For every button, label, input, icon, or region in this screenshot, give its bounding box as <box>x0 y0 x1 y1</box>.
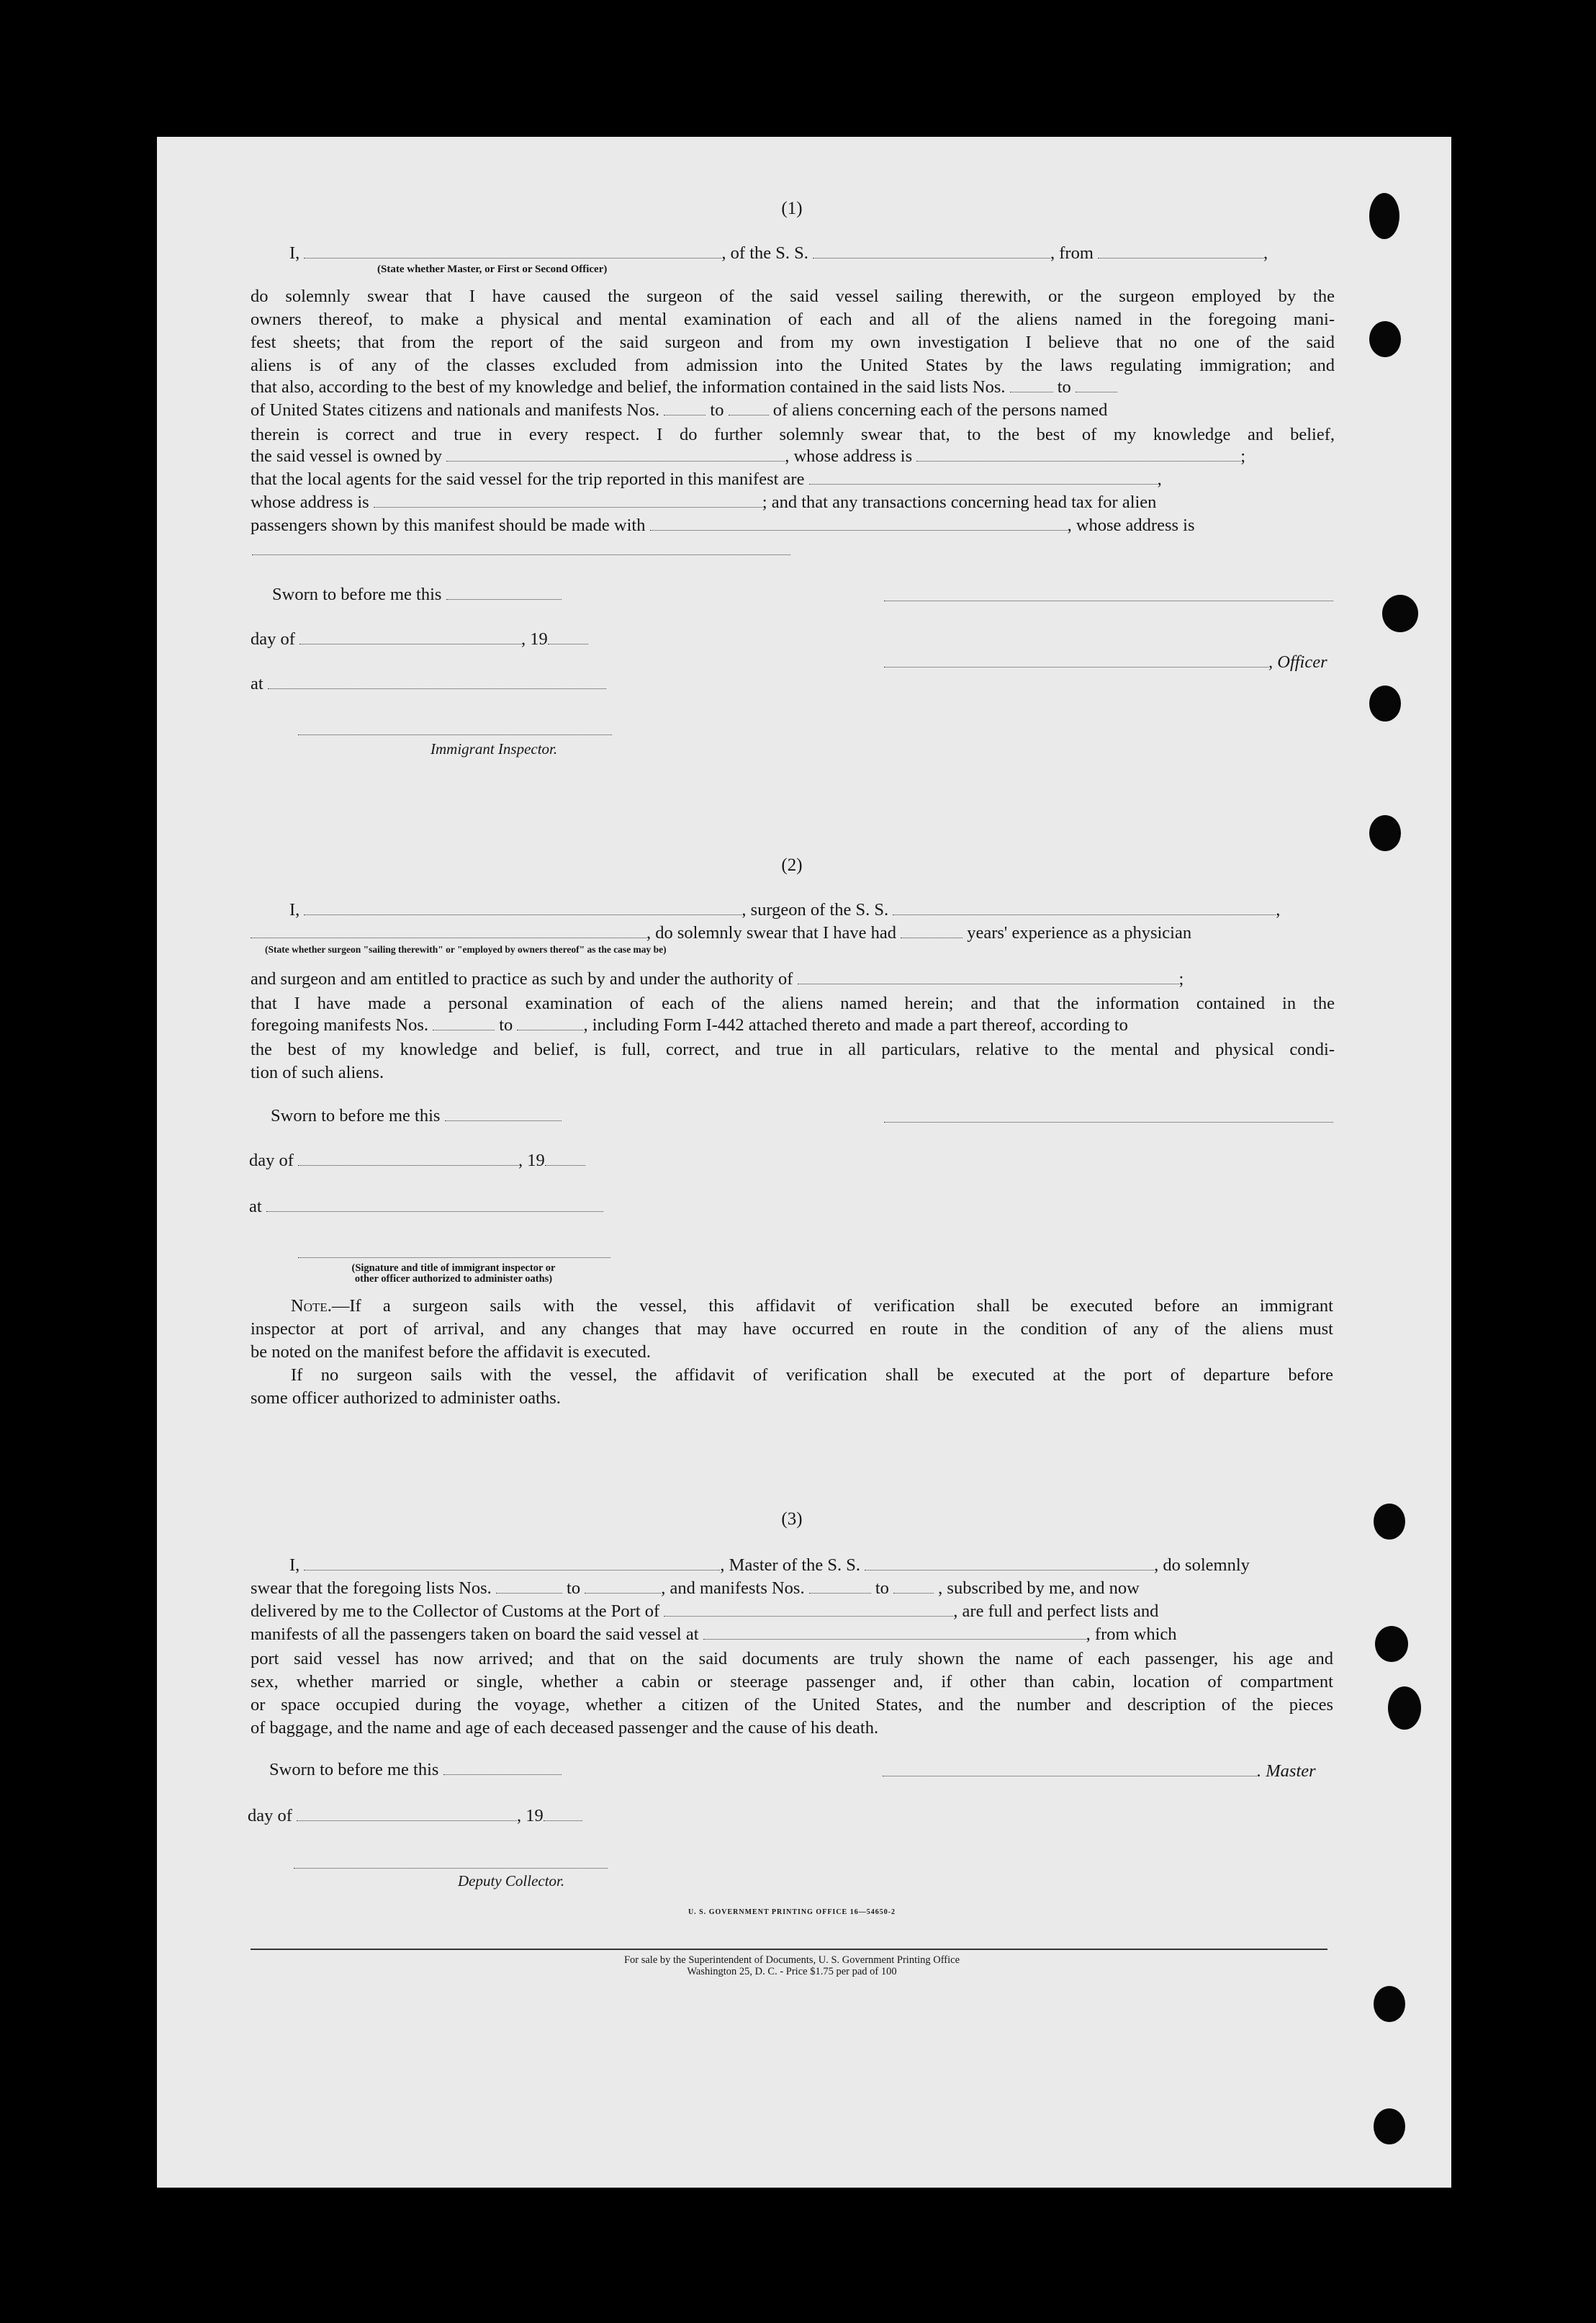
sworn-label: Sworn to before me this <box>271 1106 562 1126</box>
inspector-signature-field[interactable] <box>298 734 612 735</box>
list-to-field[interactable] <box>585 1583 661 1594</box>
day-label: day of , 19 <box>249 1151 585 1171</box>
signature-caption: Deputy Collector. <box>458 1872 565 1890</box>
lists-line: swear that the foregoing lists Nos. to , and manifests Nos. to , subscribed by me, and now <box>251 1578 1140 1598</box>
at-label: at <box>251 674 606 694</box>
collector-signature-field[interactable] <box>294 1868 608 1869</box>
at-label: at <box>249 1197 603 1217</box>
section-number: (2) <box>781 855 803 875</box>
manifest-to-field[interactable] <box>893 1583 934 1594</box>
master-declaration-text: port said vessel has now arrived; and that on the said documents are truly shown the name of each passenger, his age and sex, whether married or single, whether a cabin or steerage passenger and, if other than cabin, location of compartment or space occupied during the voyage, whether a citizen of the United States, and the number and description of the pieces of baggage, and the name and age of each deceased passenger and the cause of his death. <box>251 1649 1333 1738</box>
master-line: I, , Master of the S. S. , do solemnly <box>289 1555 1250 1575</box>
punch-hole <box>1382 595 1418 632</box>
manifest-from-field[interactable] <box>433 1020 495 1030</box>
vessel-name-field[interactable] <box>813 248 1050 259</box>
master-affidavit-text: do solemnly swear that I have caused the surgeon of the said vessel sailing therewith, or the surgeon employed by the owners thereof, to make a physical and mental examination of each and all of the aliens named in the foregoing mani- fest sheets; that from the report of the said surgeon and from my own investigation I believe that no one of the said aliens is of any of the classes excluded from admission into the United States by the laws regulating immigration; and <box>251 287 1335 375</box>
day-field[interactable] <box>299 634 521 644</box>
boarding-line: manifests of all the passengers taken on board the said vessel at , from which <box>251 1625 1177 1644</box>
surgeon-status-field[interactable] <box>251 927 646 938</box>
year-field[interactable] <box>544 1810 582 1821</box>
sworn-date-field[interactable] <box>443 1764 562 1775</box>
day-label: day of , 19 <box>251 629 588 650</box>
footer-rule <box>251 1949 1327 1950</box>
surgeon-affidavit-text: that I have made a personal examination of each of the aliens named herein; and that the information contained in the <box>251 994 1335 1013</box>
note-text: Note.—If a surgeon sails with the vessel, this affidavit of verification shall be executed before an immigrant inspector at port of arrival, and any changes that may have occurred en route in the condition of any of the aliens must be noted on the manifest before the affidavit is executed. If no surgeon sails with the vessel, the affidavit of verification shall be executed at the port of departure before some officer authorized to administer oaths. <box>251 1296 1333 1408</box>
sale-notice: For sale by the Superintendent of Documents, U. S. Government Printing Office Washington 25, D. C. - Price $1.75 per pad of 100 <box>623 1954 960 1977</box>
authority-field[interactable] <box>798 974 1179 984</box>
sworn-date-field[interactable] <box>446 589 562 600</box>
signature-caption: Immigrant Inspector. <box>430 740 558 758</box>
lists-line: that also, according to the best of my knowledge and belief, the information contained in the said lists Nos. to <box>251 377 1117 397</box>
punch-hole <box>1374 1986 1405 2022</box>
day-field[interactable] <box>298 1155 518 1166</box>
officer-signature-field[interactable] <box>884 657 1268 668</box>
printer-imprint: U. S. GOVERNMENT PRINTING OFFICE 16—54650-2 <box>687 1908 896 1916</box>
field-caption: (State whether Master, or First or Second Officer) <box>377 264 608 275</box>
field-caption: (State whether surgeon "sailing therewith" or "employed by owners thereof" as the case may be) <box>265 944 667 955</box>
surgeon-name-field[interactable] <box>304 904 741 915</box>
port-line: delivered by me to the Collector of Customs at the Port of , are full and perfect lists and <box>251 1601 1159 1621</box>
master-signature-line: . Master <box>883 1761 1316 1781</box>
port-field[interactable] <box>664 1606 953 1617</box>
authority-line: and surgeon and am entitled to practice as such by and under the authority of ; <box>251 969 1184 989</box>
owner-line: the said vessel is owned by , whose address is ; <box>251 446 1246 466</box>
punch-hole <box>1369 686 1401 722</box>
sworn-label: Sworn to before me this <box>272 585 562 605</box>
agents-field[interactable] <box>809 474 1158 485</box>
manifest-to-field[interactable] <box>517 1020 583 1030</box>
port-from-field[interactable] <box>1098 248 1263 259</box>
head-tax-line: passengers shown by this manifest should be made with , whose address is <box>251 516 1195 535</box>
manifest-to-field[interactable] <box>729 405 769 415</box>
master-name-field[interactable] <box>304 1560 720 1571</box>
punch-hole <box>1388 1686 1421 1730</box>
experience-line: , do solemnly swear that I have had years' experience as a physician <box>251 923 1191 943</box>
manifest-from-field[interactable] <box>664 405 705 415</box>
oath-line: I, , of the S. S. , from , <box>289 243 1268 263</box>
surgeon-signature-field[interactable] <box>884 1122 1333 1123</box>
section-number: (3) <box>781 1509 803 1529</box>
punch-hole <box>1369 321 1401 357</box>
section-number: (1) <box>781 199 803 218</box>
day-label: day of , 19 <box>248 1806 582 1826</box>
head-tax-contact-field[interactable] <box>650 520 1068 531</box>
surgeon-line: I, , surgeon of the S. S. , <box>289 900 1281 920</box>
boarding-port-field[interactable] <box>703 1629 1086 1640</box>
list-from-field[interactable] <box>496 1583 562 1594</box>
vessel-name-field[interactable] <box>893 904 1276 915</box>
officer-rank-field[interactable] <box>304 248 721 259</box>
punch-hole <box>1369 815 1401 851</box>
list-to-field[interactable] <box>1076 382 1117 392</box>
agents-line: that the local agents for the said vessel for the trip reported in this manifest are , <box>251 469 1162 489</box>
manifests-line: foregoing manifests Nos. to , including Form I-442 attached thereto and made a part thereof, according to <box>251 1015 1128 1035</box>
year-field[interactable] <box>548 634 588 644</box>
address-field[interactable] <box>252 554 790 555</box>
years-field[interactable] <box>901 927 962 938</box>
punch-hole <box>1375 1626 1408 1662</box>
surgeon-affidavit-text: the best of my knowledge and belief, is full, correct, and true in all particulars, relative to the mental and physical condi- tion of such aliens. <box>251 1040 1335 1082</box>
master-signature-field[interactable] <box>883 1766 1257 1776</box>
punch-hole <box>1374 1504 1405 1540</box>
agents-address-field[interactable] <box>374 497 762 508</box>
sworn-label: Sworn to before me this <box>269 1760 562 1780</box>
punch-hole <box>1374 2108 1405 2144</box>
inspector-signature-field[interactable] <box>298 1257 610 1258</box>
agents-address-line: whose address is ; and that any transactions concerning head tax for alien <box>251 493 1157 512</box>
place-field[interactable] <box>266 1201 603 1212</box>
owner-address-field[interactable] <box>916 451 1240 462</box>
manifest-from-field[interactable] <box>809 1583 871 1594</box>
day-field[interactable] <box>297 1810 517 1821</box>
master-affidavit-text: therein is correct and true in every respect. I do further solemnly swear that, to the best of my knowledge and belief, <box>251 425 1335 444</box>
officer-line: , Officer <box>884 652 1327 673</box>
vessel-name-field[interactable] <box>865 1560 1154 1571</box>
manifests-line: of United States citizens and nationals and manifests Nos. to of aliens concerning each of the persons named <box>251 400 1108 420</box>
signature-caption: (Signature and title of immigrant inspector or other officer authorized to administer oaths) <box>351 1262 556 1285</box>
list-from-field[interactable] <box>1010 382 1053 392</box>
sworn-date-field[interactable] <box>445 1110 562 1121</box>
place-field[interactable] <box>268 678 606 689</box>
owner-field[interactable] <box>446 451 785 462</box>
year-field[interactable] <box>545 1155 585 1166</box>
punch-hole <box>1369 193 1399 239</box>
